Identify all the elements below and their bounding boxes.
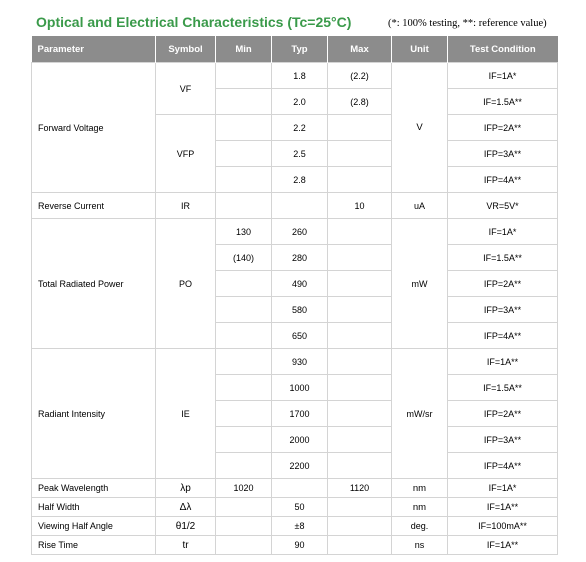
- max-cell: [328, 453, 392, 479]
- parameter-cell: Rise Time: [32, 536, 156, 555]
- typ-cell: 930: [272, 349, 328, 375]
- unit-cell: nm: [392, 479, 448, 498]
- condition-cell: IF=1.5A**: [448, 89, 558, 115]
- typ-cell: 90: [272, 536, 328, 555]
- condition-cell: IF=1.5A**: [448, 245, 558, 271]
- condition-cell: IF=100mA**: [448, 517, 558, 536]
- unit-cell: uA: [392, 193, 448, 219]
- column-header-unit: Unit: [392, 36, 448, 63]
- symbol-cell: IR: [156, 193, 216, 219]
- symbol-cell: tr: [156, 536, 216, 555]
- typ-cell: 1000: [272, 375, 328, 401]
- max-cell: [328, 375, 392, 401]
- symbol-cell: Δλ: [156, 498, 216, 517]
- parameter-cell: Total Radiated Power: [32, 219, 156, 349]
- parameter-cell: Radiant Intensity: [32, 349, 156, 479]
- unit-cell: nm: [392, 498, 448, 517]
- min-cell: (140): [216, 245, 272, 271]
- typ-cell: 490: [272, 271, 328, 297]
- typ-cell: 1.8: [272, 63, 328, 89]
- max-cell: 1120: [328, 479, 392, 498]
- symbol-cell: VFP: [156, 115, 216, 193]
- unit-cell: V: [392, 63, 448, 193]
- condition-cell: IF=1A**: [448, 536, 558, 555]
- max-cell: [328, 517, 392, 536]
- table-row: [32, 536, 558, 555]
- min-cell: [216, 297, 272, 323]
- symbol-cell: PO: [156, 219, 216, 349]
- unit-cell: deg.: [392, 517, 448, 536]
- min-cell: 1020: [216, 479, 272, 498]
- typ-cell: 1700: [272, 401, 328, 427]
- min-cell: [216, 349, 272, 375]
- min-cell: [216, 89, 272, 115]
- table-row: [32, 193, 558, 219]
- condition-cell: IF=1A**: [448, 498, 558, 517]
- unit-cell: mW/sr: [392, 349, 448, 479]
- typ-cell: ±8: [272, 517, 328, 536]
- condition-cell: IF=1A*: [448, 219, 558, 245]
- max-cell: [328, 323, 392, 349]
- table-row: [32, 517, 558, 536]
- column-header-typ: Typ: [272, 36, 328, 63]
- max-cell: [328, 297, 392, 323]
- condition-cell: IFP=4A**: [448, 167, 558, 193]
- symbol-cell: VF: [156, 63, 216, 115]
- typ-cell: 580: [272, 297, 328, 323]
- condition-cell: IF=1A*: [448, 63, 558, 89]
- min-cell: [216, 271, 272, 297]
- max-cell: [328, 141, 392, 167]
- max-cell: 10: [328, 193, 392, 219]
- column-header-max: Max: [328, 36, 392, 63]
- min-cell: [216, 427, 272, 453]
- testing-legend-note: (*: 100% testing, **: reference value): [388, 18, 547, 29]
- condition-cell: IFP=3A**: [448, 141, 558, 167]
- column-header-parameter: Parameter: [32, 36, 156, 63]
- min-cell: [216, 141, 272, 167]
- typ-cell: 2.5: [272, 141, 328, 167]
- column-header-test-condition: Test Condition: [448, 36, 558, 63]
- min-cell: [216, 115, 272, 141]
- symbol-cell: λp: [156, 479, 216, 498]
- max-cell: [328, 245, 392, 271]
- typ-cell: 2000: [272, 427, 328, 453]
- min-cell: [216, 401, 272, 427]
- condition-cell: IFP=2A**: [448, 271, 558, 297]
- max-cell: [328, 401, 392, 427]
- max-cell: [328, 271, 392, 297]
- min-cell: [216, 536, 272, 555]
- condition-cell: IF=1A**: [448, 349, 558, 375]
- unit-cell: mW: [392, 219, 448, 349]
- typ-cell: 2200: [272, 453, 328, 479]
- typ-cell: [272, 193, 328, 219]
- table-row: [32, 498, 558, 517]
- max-cell: [328, 427, 392, 453]
- typ-cell: 2.2: [272, 115, 328, 141]
- typ-cell: 50: [272, 498, 328, 517]
- unit-cell: ns: [392, 536, 448, 555]
- parameter-cell: Peak Wavelength: [32, 479, 156, 498]
- min-cell: [216, 63, 272, 89]
- condition-cell: IFP=4A**: [448, 323, 558, 349]
- min-cell: [216, 193, 272, 219]
- characteristics-table: [31, 36, 558, 555]
- min-cell: [216, 453, 272, 479]
- header-row: [32, 36, 558, 63]
- parameter-cell: Reverse Current: [32, 193, 156, 219]
- condition-cell: IFP=2A**: [448, 115, 558, 141]
- typ-cell: 280: [272, 245, 328, 271]
- max-cell: (2.8): [328, 89, 392, 115]
- column-header-min: Min: [216, 36, 272, 63]
- table-row: [32, 219, 558, 245]
- section-title: Optical and Electrical Characteristics (Tc=25°C): [36, 14, 352, 30]
- max-cell: [328, 219, 392, 245]
- min-cell: [216, 167, 272, 193]
- parameter-cell: Forward Voltage: [32, 63, 156, 193]
- max-cell: [328, 536, 392, 555]
- symbol-cell: θ1/2: [156, 517, 216, 536]
- min-cell: [216, 517, 272, 536]
- condition-cell: IF=1A*: [448, 479, 558, 498]
- max-cell: [328, 167, 392, 193]
- typ-cell: 260: [272, 219, 328, 245]
- min-cell: [216, 498, 272, 517]
- column-header-symbol: Symbol: [156, 36, 216, 63]
- symbol-cell: IE: [156, 349, 216, 479]
- condition-cell: IFP=3A**: [448, 427, 558, 453]
- min-cell: [216, 323, 272, 349]
- parameter-cell: Viewing Half Angle: [32, 517, 156, 536]
- condition-cell: IFP=3A**: [448, 297, 558, 323]
- parameter-cell: Half Width: [32, 498, 156, 517]
- max-cell: (2.2): [328, 63, 392, 89]
- typ-cell: 2.8: [272, 167, 328, 193]
- condition-cell: IF=1.5A**: [448, 375, 558, 401]
- max-cell: [328, 115, 392, 141]
- typ-cell: 650: [272, 323, 328, 349]
- min-cell: [216, 375, 272, 401]
- typ-cell: 2.0: [272, 89, 328, 115]
- table-row: [32, 479, 558, 498]
- condition-cell: IFP=2A**: [448, 401, 558, 427]
- typ-cell: [272, 479, 328, 498]
- table-row: [32, 63, 558, 89]
- condition-cell: IFP=4A**: [448, 453, 558, 479]
- max-cell: [328, 349, 392, 375]
- max-cell: [328, 498, 392, 517]
- table-row: [32, 349, 558, 375]
- min-cell: 130: [216, 219, 272, 245]
- condition-cell: VR=5V*: [448, 193, 558, 219]
